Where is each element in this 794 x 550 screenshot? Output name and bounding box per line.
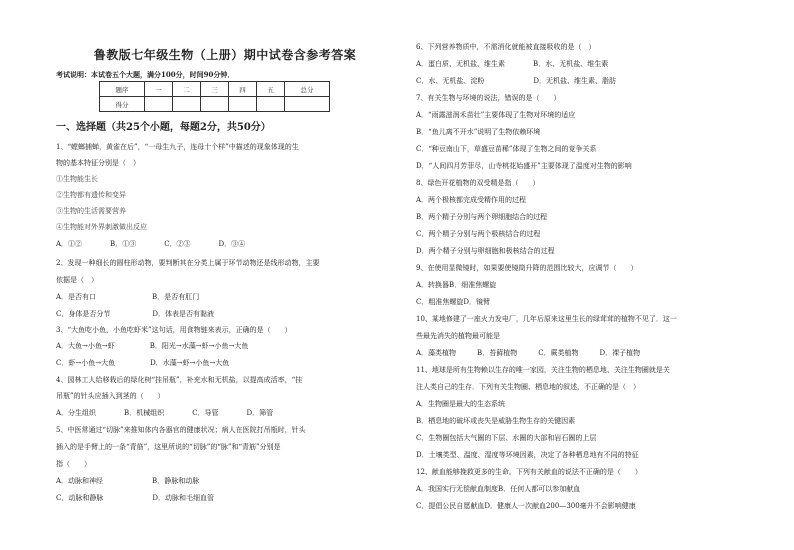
statement-line: ②生物都有遗传和变异 (56, 191, 126, 199)
options-line: D．两个精子分别与卵细胞和极核结合的过程 (416, 247, 555, 255)
score-cell (173, 97, 201, 112)
options-line: C．粗准焦螺旋D．镜臂 (416, 298, 490, 306)
score-cell (257, 97, 285, 112)
score-cell (145, 97, 173, 112)
options-line: C．两个精子分别与两个极核结合的过程 (416, 230, 541, 238)
question-line: 8、绿色开花植物的双受精是指（ ） (416, 179, 540, 187)
options-line: A．我国实行无偿献血制度B．任何人都可以参加献血 (416, 485, 581, 493)
options-line: A．分生组织 B．机械组织 C．导管 D．筛管 (56, 409, 274, 417)
question-line: 12、献血能够挽救更多的生命。下列有关献血的说法不正确的是（ ） (416, 468, 642, 476)
question-line: 5、中医常通过“切脉”来推知体内各器官的健康状况；病人在医院打吊瓶时，针头 (56, 426, 306, 434)
question-line: 插入的是手臂上的一条“青筋”，这里所说的“切脉”的“脉”和“青筋”分别是 (56, 443, 281, 451)
question-line: 吊瓶”的针头应插入到茎的（ ） (56, 392, 165, 400)
score-cell (201, 97, 229, 112)
options-line: C．生物圈包括大气圈的下层、水圈的大部和岩石圈的上层 (416, 434, 597, 442)
score-table-header: 一 (145, 82, 173, 97)
score-table-header: 五 (257, 82, 285, 97)
score-table-header: 三 (201, 82, 229, 97)
page-title: 鲁教版七年级生物（上册）期中试卷含参考答案 (93, 48, 357, 62)
options-line: B．“鱼儿离不开水”说明了生物依赖环境 (416, 128, 541, 136)
question-line: 物的基本特征分别是（ ） (56, 159, 140, 167)
question-line: 11、地球是所有生物赖以生存的唯一家园，关注生物的栖息地、关注生物圈就是关 (416, 366, 670, 374)
options-line: A．两个极核都完成受精作用的过程 (416, 196, 527, 204)
question-line: 10、某地修建了一座火力发电厂，几年后原来这里生长的绿茸茸的植物不见了．这一 (416, 315, 677, 323)
section-title: 一、选择题（共25个小题，每题2分，共50分） (56, 122, 271, 133)
question-line: 依据是（ ） (56, 276, 98, 284)
options-line: C．“种豆南山下，草盛豆苗稀”体现了生物之间的竞争关系 (416, 145, 597, 153)
options-line: A．动脉和神经 B．静脉和动脉 (56, 477, 200, 485)
question-line: 3、“大鱼吃小鱼，小鱼吃虾米”这句话，用食物链来表示，正确的是（ ） (56, 326, 292, 334)
options-line: D．土壤类型、温度、湿度等环境因素，决定了各种栖息地有不同的特征 (416, 451, 639, 459)
options-line: A．“雨露滋润禾苗壮”主要体现了生物对环境的适应 (416, 111, 576, 119)
question-line: 4、园林工人给移栽后的绿化树“挂吊瓶”，补充水和无机盐，以提高成活率，“挂 (56, 376, 303, 384)
question-line: 7、有关生物与环境的说法，错误的是（ ） (416, 94, 561, 102)
options-line: A．藻类植物 B．苔藓植物 C．蕨类植物 D．裸子植物 (416, 349, 641, 357)
options-line: A．①② B．①③ C．②③ D．③④ (56, 240, 246, 248)
score-table-header: 四 (229, 82, 257, 97)
score-table-header: 二 (173, 82, 201, 97)
options-line: C．动脉和静脉 D．动脉和毛细血管 (56, 494, 214, 502)
options-line: C．水、无机盐、淀粉 D．无机盐、维生素、脂肪 (416, 77, 616, 85)
score-table-header-row (100, 82, 330, 97)
score-table-header: 总分 (285, 82, 330, 97)
options-line: B．两个精子分别与两个卵细胞结合的过程 (416, 213, 548, 221)
options-line: B．栖息地的破坏或丧失是威胁生物生存的关键因素 (416, 417, 576, 425)
options-line: C．提倡公民自愿献血D．健康人一次献血200—300毫升不会影响健康 (416, 502, 636, 510)
statement-line: ④生物能对外界刺激做出反应 (56, 223, 147, 231)
score-cell (229, 97, 257, 112)
options-line: A．转换器B．细准焦螺旋 (416, 281, 497, 289)
question-line: 2、发现一种细长的圆柱形动物，要判断其在分类上属于环节动物还是线形动物，主要 (56, 259, 320, 267)
question-line: 6、下列营养物质中，不需消化就能被直接吸收的是（ ） (416, 43, 596, 51)
options-line: A．生物圈是最大的生态系统 (416, 400, 506, 408)
score-table-header: 题序 (100, 82, 145, 97)
question-line: 1、“螳螂捕蝉，黄雀在后”，“一母生九子，连母十个样”中描述的现象体现的生 (56, 143, 299, 151)
score-table (99, 81, 330, 112)
question-line: 指（ ） (56, 460, 91, 468)
statement-line: ③生物的生活需要营养 (56, 207, 126, 215)
statement-line: ①生物能生长 (56, 175, 98, 183)
question-line: 些最先消失的植物最可能是 (416, 332, 500, 340)
options-line: C．虾→小鱼→大鱼 D．水藻→虾→小鱼→大鱼 (56, 359, 230, 367)
options-line: A．蛋白质、无机盐、维生素 B．水、无机盐、维生素 (416, 60, 609, 68)
options-line: A．大鱼→小鱼→虾 B．阳光→水藻→虾→小鱼→大鱼 (56, 342, 249, 350)
options-line: A．是否有口 B．是否有肛门 (56, 293, 200, 301)
score-table-score-row (100, 97, 330, 112)
question-line: 9、在使用显微镜时，如果要使镜筒升降的范围比较大，应调节（ ） (416, 264, 638, 272)
score-cell (285, 97, 330, 112)
exam-note: 考试说明：本试卷五个大题，满分100分，时间90分钟． (56, 70, 235, 79)
options-line: D．“人间四月芳菲尽，山寺桃花始盛开”主要体现了温度对生物的影响 (416, 162, 632, 170)
question-line: 注人类自己的生存．下列有关生物圈、栖息地的叙述，不正确的是（ ） (416, 383, 640, 391)
score-row-label: 得分 (100, 97, 145, 112)
options-line: C．身体是否分节 D．体表是否有黏液 (56, 310, 214, 318)
